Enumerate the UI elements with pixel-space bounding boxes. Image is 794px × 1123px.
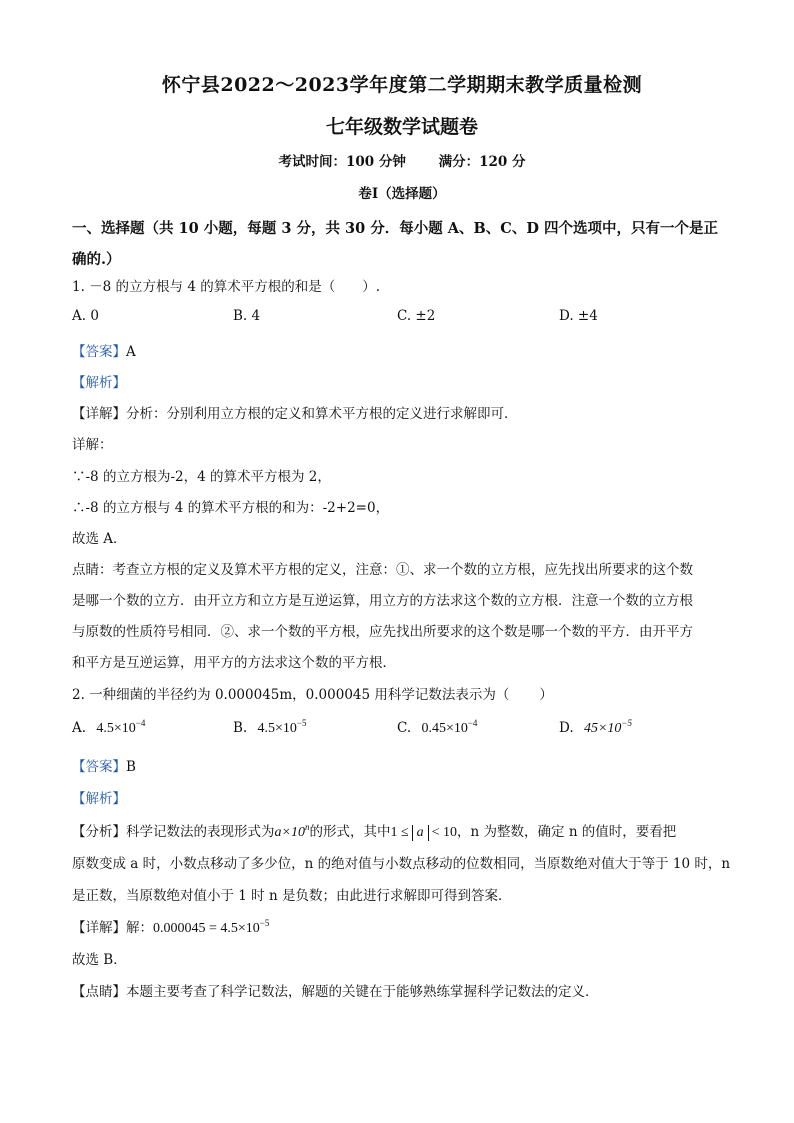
q2-detail-equation: $0.000045 = 4.5\times 10^{-5}$ [153, 918, 270, 936]
q1-comment-line-4: 和平方是互逆运算，用平方的方法求这个数的平方根． [72, 655, 396, 671]
q1-step-heading: 详解： [72, 437, 113, 453]
q1-step-1: ∵-8 的立方根为-2，4 的算术平方根为 2， [72, 469, 331, 485]
q1-step-2: ∴-8 的立方根与 4 的算术平方根的和为：-2+2=0， [72, 500, 390, 516]
q2-fenxi-line-3: 是正数，当原数绝对值小于 1 时 n 是负数；由此进行求解即可得到答案． [72, 888, 512, 904]
q2-option-c: C. $0.45\times 10^{-4}$ [397, 718, 478, 736]
volume-heading: 卷Ⅰ（选择题） [358, 186, 446, 202]
q2-option-a: A. $4.5\times 10^{-4}$ [72, 718, 146, 736]
q1-detail-text: 分析：分别利用立方根的定义和算术平方根的定义进行求解即可． [126, 406, 518, 422]
q2-stem-close: ） [539, 687, 553, 703]
q1-option-c: C. ±2 [397, 308, 436, 324]
q2-comment-label: 【点睛】 [72, 984, 126, 1000]
q1-detail [72, 402, 518, 422]
q1-conclusion: 故选 A． [72, 531, 127, 547]
q1-answer-label: 【答案】 [72, 344, 126, 360]
q1-option-a: A. 0 [72, 308, 99, 324]
q2-answer-value: B [126, 759, 136, 775]
q2-fenxi-label: 【分析】 [72, 824, 126, 840]
exam-info [72, 150, 732, 170]
q2-inequality: 1 ≤ a < 10 [390, 825, 458, 840]
q1-detail-label: 【详解】 [72, 406, 126, 422]
q2-option-b: B. $4.5\times 10^{-5}$ [233, 718, 307, 736]
q2-analysis-label: 【解析】 [72, 791, 126, 807]
q2-answer-label: 【答案】 [72, 759, 126, 775]
q2-stem [72, 683, 553, 703]
q2-answer [72, 755, 136, 775]
section-heading: 一、选择题（共 10 小题，每题 3 分，共 30 分．每小题 A、B、C、D 四个选项中，只有一个是正确的.） [72, 220, 718, 268]
q1-answer [72, 340, 136, 360]
q2-detail-label: 【详解】 [72, 920, 126, 936]
q2-comment: 【点睛】本题主要考查了科学记数法，解题的关键在于能够熟练掌握科学记数法的定义． [72, 984, 599, 1000]
exam-subtitle: 七年级数学试题卷 [325, 116, 478, 138]
exam-title: 怀宁县2022～2023学年度第二学期期末教学质量检测 [161, 74, 643, 96]
q1-option-d: D. ±4 [559, 308, 598, 324]
q1-analysis-label: 【解析】 [72, 375, 126, 391]
q2-formula: $a\times 10^n$ [274, 822, 310, 840]
q1-comment-line-2: 是哪一个数的立方．由开立方和立方是互逆运算，用立方的方法求这个数的立方根．注意一个数的立方根 [72, 593, 693, 609]
q2-detail: 【详解】解：$0.000045 = 4.5\times 10^{-5}$ [72, 918, 270, 936]
q2-option-d: D. $45\times 10^{-5}$ [559, 718, 632, 736]
q1-answer-value: A [126, 344, 136, 360]
exam-time: 考试时间：100 分钟 [278, 154, 406, 170]
q1-comment-line-3: 与原数的性质符号相同．②、求一个数的平方根，应先找出所要求的这个数是哪一个数的平方．由开平方 [72, 624, 693, 640]
q2-stem-text: 2. 一种细菌的半径约为 0.000045m，0.000045 用科学记数法表示为（ [72, 687, 510, 703]
q1-stem: 1. －8 的立方根与 4 的算术平方根的和是（ ）. [72, 279, 381, 295]
q2-fenxi-line-2: 原数变成 a 时，小数点移动了多少位，n 的绝对值与小数点移动的位数相同，当原数绝对值大于等于 10 时，n [72, 856, 731, 872]
q1-option-b: B. 4 [233, 308, 261, 324]
q1-comment-line-1: 点睛：考查立方根的定义及算术平方根的定义，注意：①、求一个数的立方根，应先找出所要求的这个数 [72, 562, 693, 578]
exam-score: 满分：120 分 [438, 154, 526, 170]
q2-conclusion: 故选 B． [72, 952, 127, 968]
q2-fenxi-line-1: 【分析】科学记数法的表现形式为$a\times 10^n$的形式，其中1 ≤ a < 10，n 为整数，确定 n 的值时，要看把 [72, 822, 677, 840]
